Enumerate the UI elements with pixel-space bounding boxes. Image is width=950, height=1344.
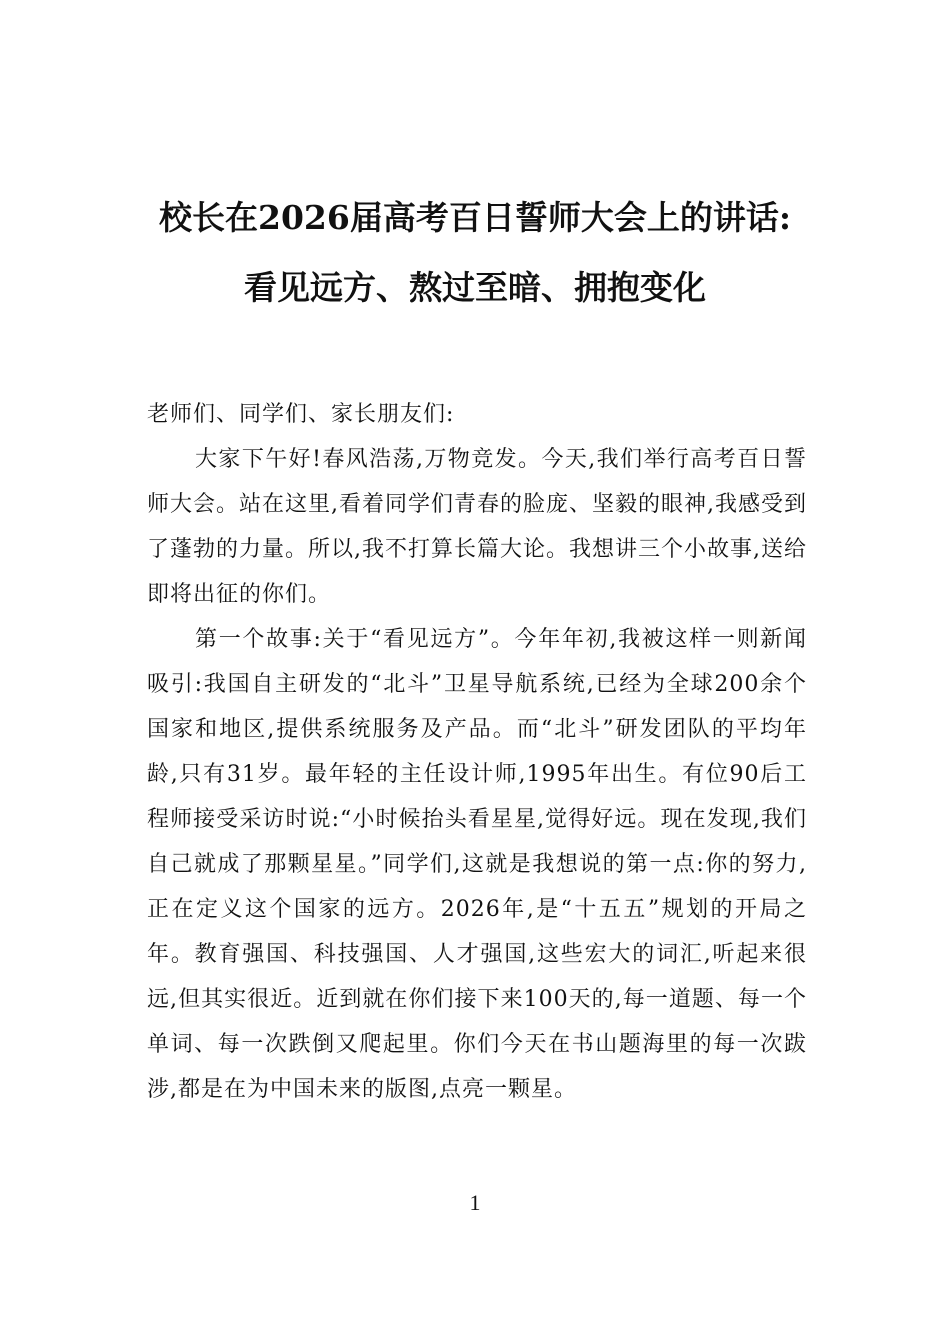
paragraph-greeting: 大家下午好!春风浩荡,万物竞发。今天,我们举行高考百日誓师大会。站在这里,看着同学们青春的脸庞、坚毅的眼神,我感受到了蓬勃的力量。所以,我不打算长篇大论。我想讲三个小故事,送给即将出征的你们。: [147, 447, 807, 607]
speech-body: [147, 392, 807, 1112]
paragraph-story-one: 第一个故事:关于“看见远方”。今年年初,我被这样一则新闻吸引:我国自主研发的“北斗”卫星导航系统,已经为全球200余个国家和地区,提供系统服务及产品。而“北斗”研发团队的平均年龄,只有31岁。最年轻的主任设计师,1995年出生。有位90后工程师接受采访时说:“小时候抬头看星星,觉得好远。现在发现,我们自己就成了那颗星星。”同学们,这就是我想说的第一点:你的努力,正在定义这个国家的远方。2026年,是“十五五”规划的开局之年。教育强国、科技强国、人才强国,这些宏大的词汇,听起来很远,但其实很近。近到就在你们接下来100天的,每一道题、每一个单词、每一次跌倒又爬起里。你们今天在书山题海里的每一次跋涉,都是在为中国未来的版图,点亮一颗星。: [147, 627, 807, 1102]
title-line-1: 校长在2026届高考百日誓师大会上的讲话:: [158, 198, 792, 237]
salutation: 老师们、同学们、家长朋友们:: [147, 402, 455, 427]
page-number: 1: [469, 1190, 481, 1215]
title-line-2: 看见远方、熬过至暗、拥抱变化: [244, 268, 706, 307]
